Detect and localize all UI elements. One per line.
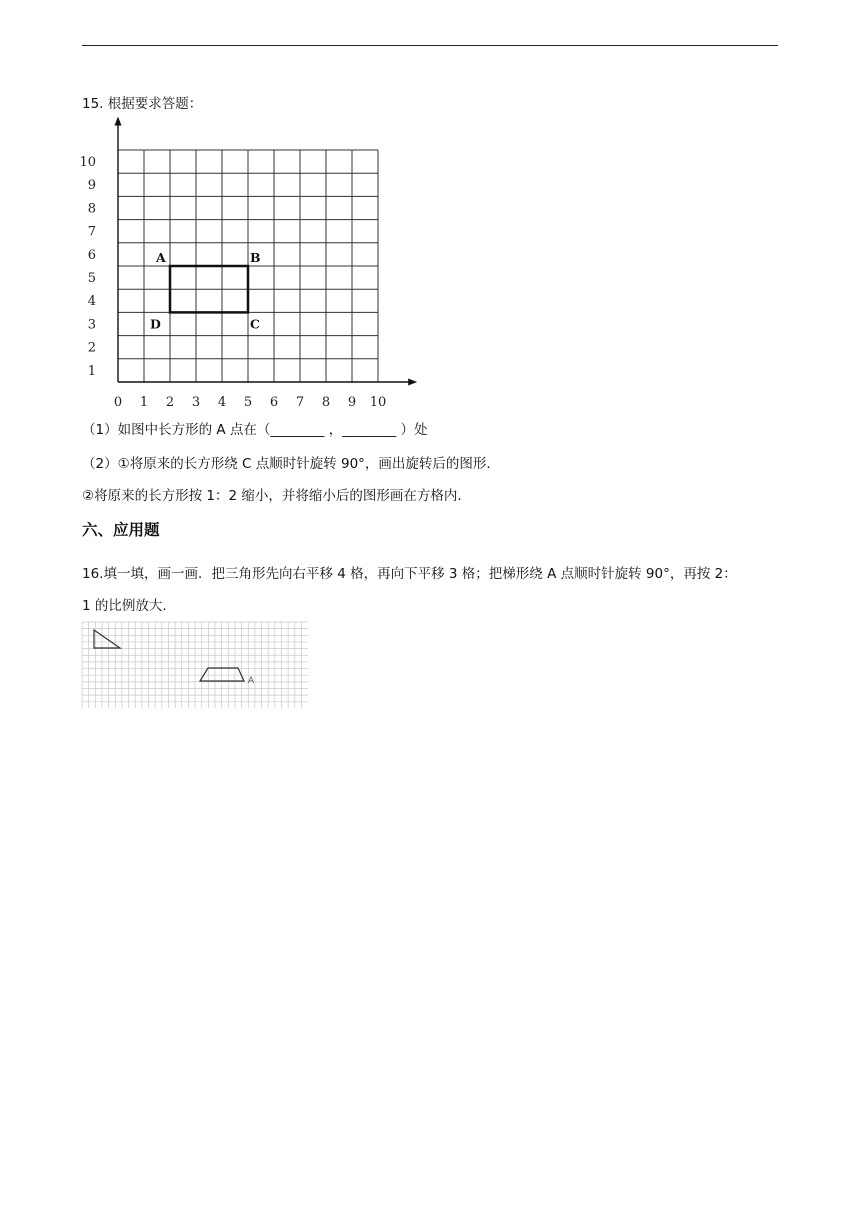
point-a-label: A [248,675,255,685]
q15-part1: （1）如图中长方形的 A 点在（________ ，________ ）处 [82,422,428,438]
x-tick-label: 7 [295,395,305,410]
y-tick-label: 2 [87,340,96,356]
y-tick-label: 3 [87,317,96,333]
vertex-label-a: A [156,250,166,265]
section-heading: 六、应用题 [82,521,160,539]
y-tick-label: 4 [87,294,96,310]
vertex-labels [150,250,261,331]
y-tick-labels [79,155,96,379]
q15-part2a: （2）①将原来的长方形绕 C 点顺时针旋转 90°，画出旋转后的图形. [82,456,491,472]
triangle-shape [94,630,120,648]
trapezoid-shape [200,668,244,681]
q15-part2b: ②将原来的长方形按 1：2 缩小，并将缩小后的图形画在方格内. [82,488,462,504]
x-tick-label: 0 [113,395,123,410]
x-tick-label: 1 [139,395,149,410]
q16-line2: 1 的比例放大. [82,598,167,614]
vertex-label-d: D [150,316,161,332]
y-tick-label: 7 [87,224,96,240]
y-tick-label: 8 [87,201,96,217]
x-tick-label: 10 [369,395,387,410]
x-tick-label: 3 [191,395,201,410]
q16-line1: 16.填一填，画一画．把三角形先向右平移 4 格，再向下平移 3 格；把梯形绕 A 点顺时针旋转 90°，再按 2： [82,566,737,582]
y-axis-arrow [115,116,122,125]
x-tick-label: 4 [217,395,227,410]
y-tick-label: 9 [87,178,96,194]
x-tick-labels [114,395,386,410]
x-tick-label: 9 [347,395,357,410]
q15-title: 15. 根据要求答题： [82,96,203,112]
x-tick-label: 5 [243,395,253,410]
x-tick-label: 2 [165,395,175,410]
y-tick-label: 5 [87,271,96,286]
x-tick-label: 8 [321,395,331,410]
grid-lines [82,622,308,708]
vertex-label-b: B [250,250,261,265]
y-tick-label: 10 [79,155,96,170]
vertex-label-c: C [250,316,260,332]
q16-grid-figure [82,622,310,710]
y-tick-label: 1 [87,363,96,379]
header-rule [82,45,778,46]
q15-coordinate-grid [79,116,422,416]
y-tick-label: 6 [87,247,96,263]
x-tick-label: 6 [269,395,279,410]
x-axis-arrow [408,379,417,386]
